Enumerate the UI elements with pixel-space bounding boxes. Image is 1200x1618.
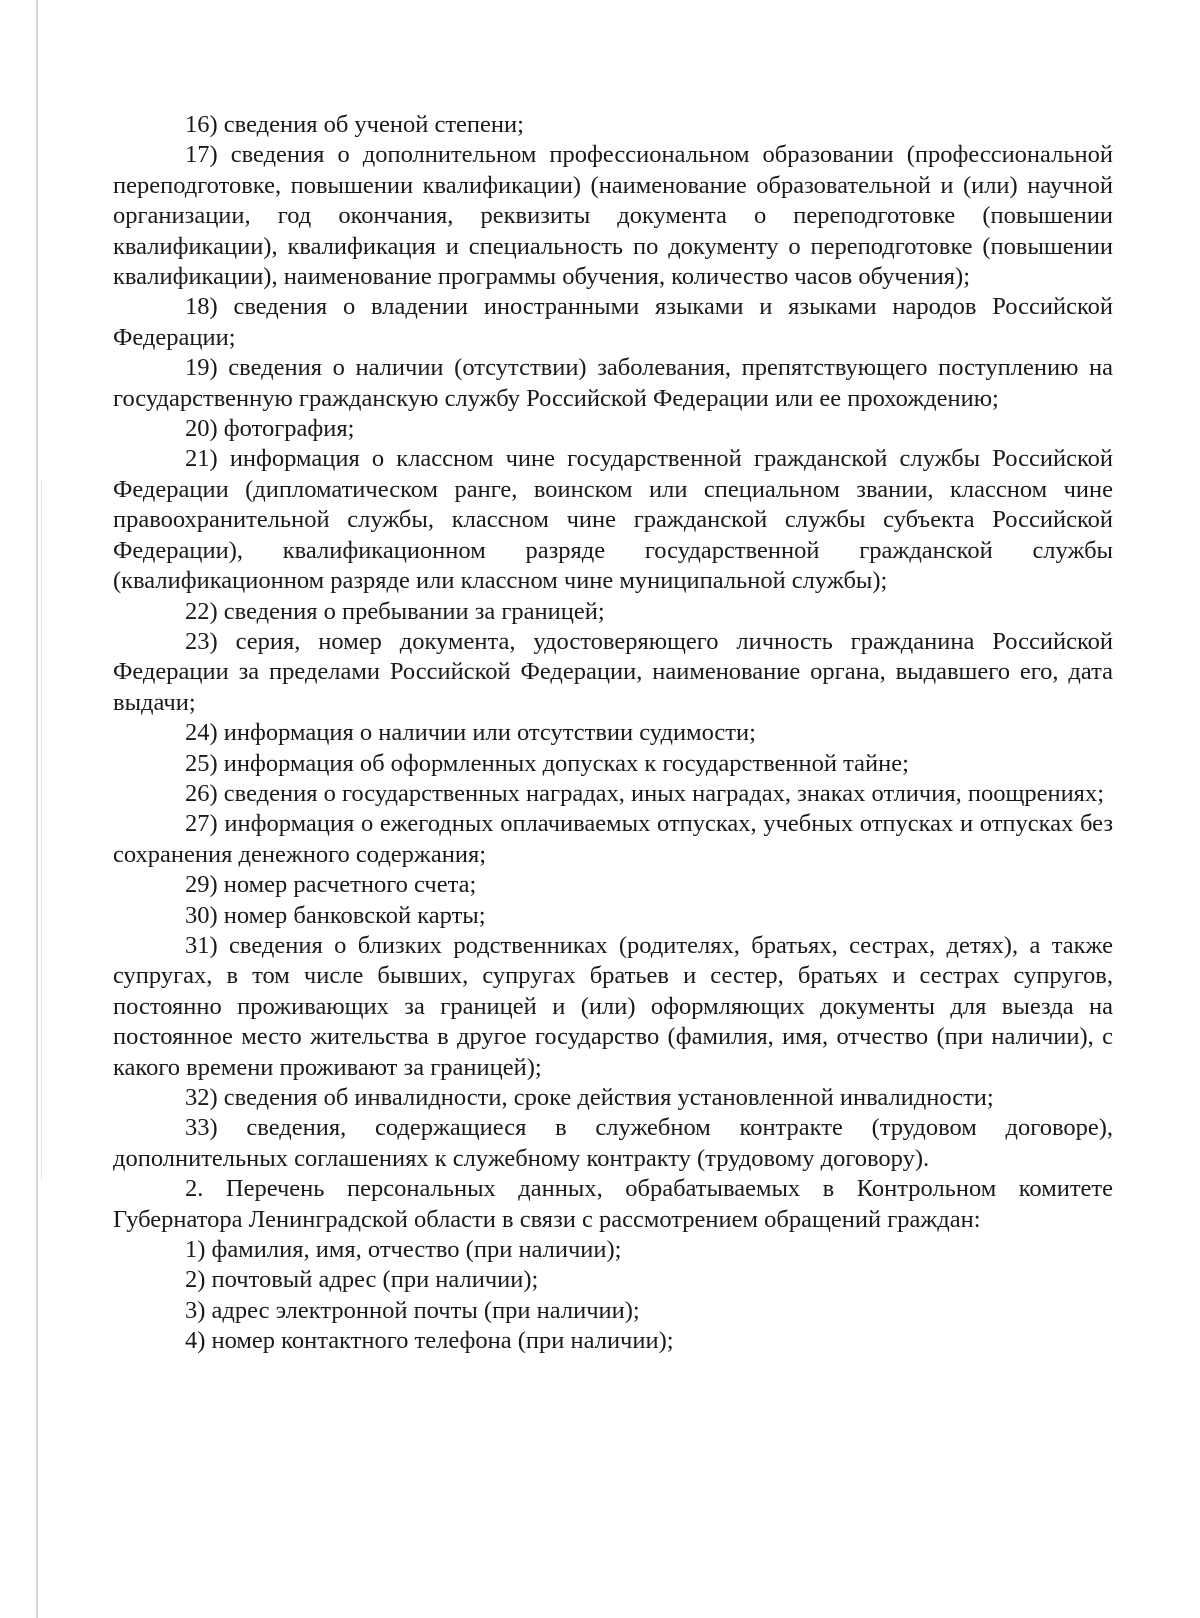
list-item-27: 27) информация о ежегодных оплачиваемых отпусках, учебных отпусках и отпусках без сохранения денежного содержания; (113, 810, 1113, 868)
list-item-31: 31) сведения о близких родственниках (родителях, братьях, сестрах, детях), а также супругах, в том числе бывших, супругах братьев и сестер, братьях и сестрах супругов, постоянно проживающих за границей и (или) оформляющих документы для выезда на постоянное место жительства в другое государство (фамилия, имя, отчество (при наличии), с какого времени проживают за границей); (113, 931, 1113, 1081)
list-item-24: 24) информация о наличии или отсутствии судимости; (185, 719, 756, 747)
scan-edge-line (36, 0, 38, 1618)
scan-edge-line-faint (41, 480, 42, 1180)
document-body (113, 110, 1113, 1357)
list-item-29: 29) номер расчетного счета; (185, 871, 477, 899)
list-item-17: 17) сведения о дополнительном профессиональном образовании (профессиональной переподготовке, повышении квалификации) (наименование образовательной и (или) научной организации, год окончания, реквизиты документа о переподготовке (повышении квалификации), квалификация и специальность по документу о переподготовке (повышении квалификации), наименование программы обучения, количество часов обучения); (113, 141, 1113, 291)
list-item-32: 32) сведения об инвалидности, сроке действия установленной инвалидности; (185, 1084, 994, 1111)
list-item-23: 23) серия, номер документа, удостоверяющего личность гражданина Российской Федерации за пределами Российской Федерации, наименование органа, выдавшего его, дата выдачи; (113, 627, 1113, 716)
section-2-item-1: 1) фамилия, имя, отчество (при наличии); (185, 1236, 622, 1264)
list-item-30: 30) номер банковской карты; (185, 901, 486, 929)
list-item-16: 16) сведения об ученой степени; (185, 111, 524, 138)
section-2-heading: 2. Перечень персональных данных, обрабатываемых в Контрольном комитете Губернатора Ленинградской области в связи с рассмотрением обращений граждан: (113, 1175, 1113, 1233)
list-item-22: 22) сведения о пребывании за границей; (185, 597, 605, 625)
list-item-26: 26) сведения о государственных наградах, иных наградах, знаках отличия, поощрениях; (185, 779, 1105, 807)
list-item-20: 20) фотография; (185, 415, 355, 443)
list-item-18: 18) сведения о владении иностранными языками и языками народов Российской Федерации; (113, 293, 1113, 351)
list-item-21: 21) информация о классном чине государственной гражданской службы Российской Федерации (дипломатическом ранге, воинском или специальном звании, классном чине правоохранительной службы, классном чине гражданской службы субъекта Российской Федерации), квалификационном разряде государственной гражданской службы (квалификационном разряде или классном чине муниципальной службы); (113, 445, 1113, 595)
section-2-item-2: 2) почтовый адрес (при наличии); (185, 1266, 539, 1294)
list-item-25: 25) информация об оформленных допусках к государственной тайне; (185, 749, 909, 777)
section-2-item-4: 4) номер контактного телефона (при наличии); (185, 1327, 674, 1355)
section-2-item-3: 3) адрес электронной почты (при наличии); (185, 1296, 640, 1324)
list-item-19: 19) сведения о наличии (отсутствии) заболевания, препятствующего поступлению на государственную гражданскую службу Российской Федерации или ее прохождению; (113, 354, 1113, 412)
list-item-33: 33) сведения, содержащиеся в служебном контракте (трудовом договоре), дополнительных соглашениях к служебному контракту (трудовому договору). (113, 1114, 1113, 1172)
